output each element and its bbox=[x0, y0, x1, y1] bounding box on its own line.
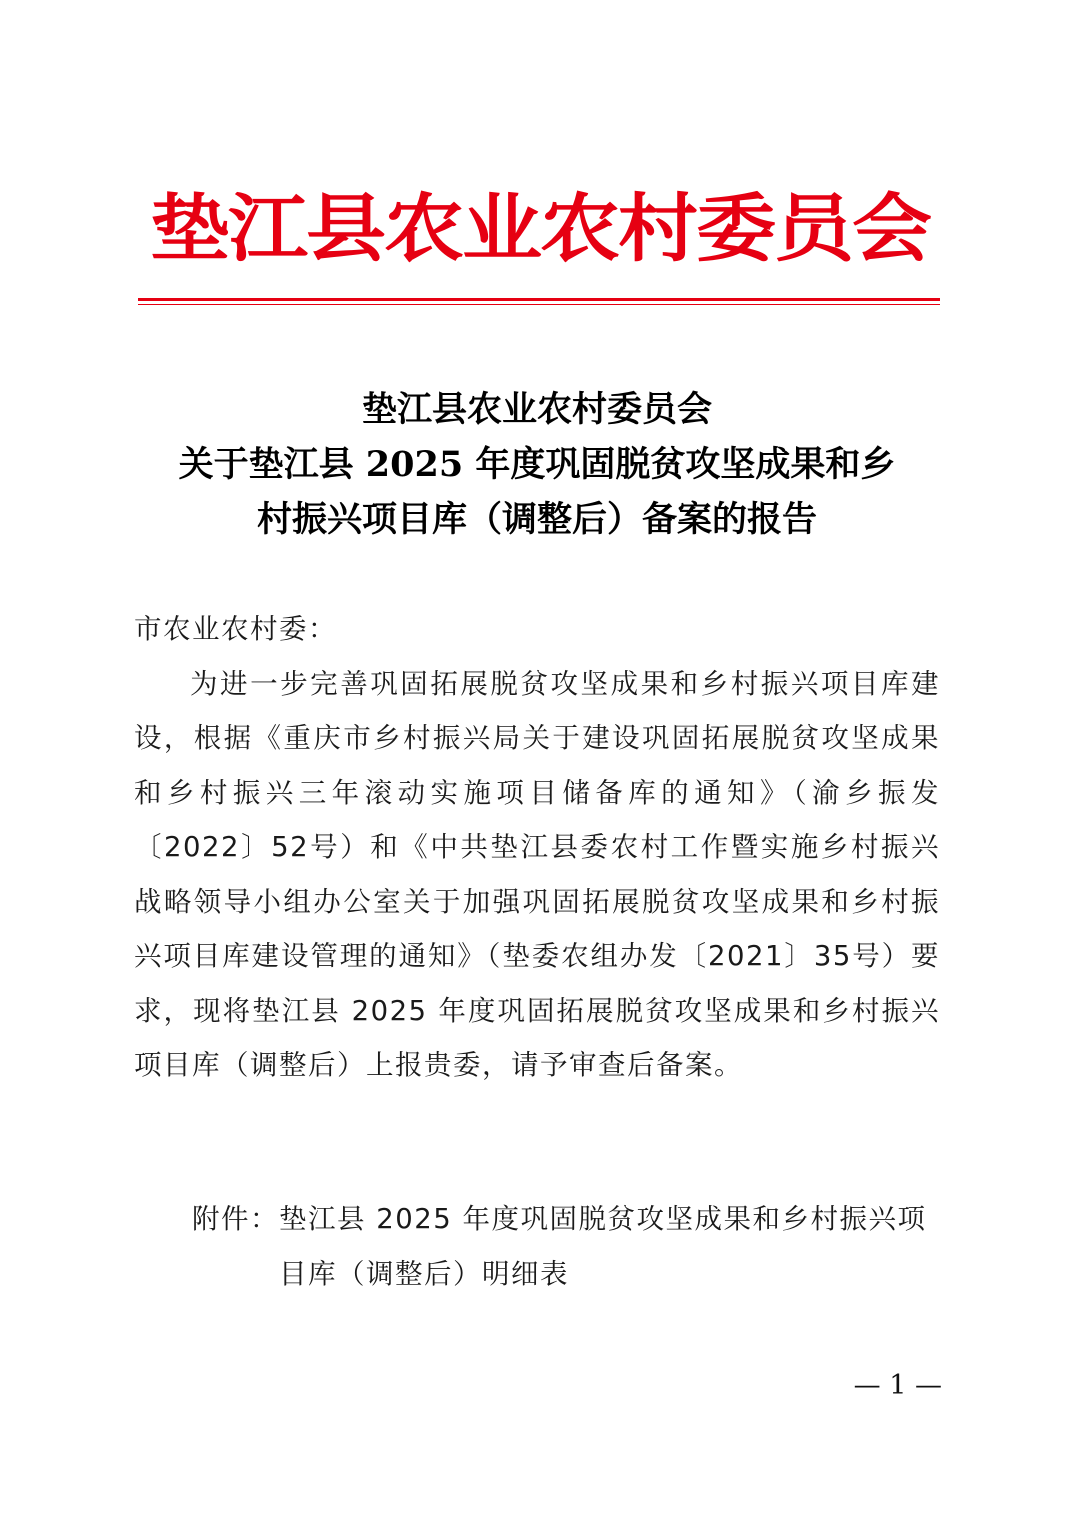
title-line-1: 垫江县农业农村委员会 bbox=[361, 389, 712, 430]
title-line-2: 关于垫江县 2025 年度巩固脱贫攻坚成果和乡 bbox=[178, 444, 896, 485]
title-line-3: 村振兴项目库（调整后）备案的报告 bbox=[256, 499, 817, 540]
attachment-label: 附件： bbox=[192, 1203, 279, 1235]
red-header-rule-thick bbox=[138, 298, 940, 301]
body-paragraph: 为进一步完善巩固拓展脱贫攻坚成果和乡村振兴项目库建设，根据《重庆市乡村振兴局关于建设巩固拓展脱贫攻坚成果和乡村振兴三年滚动实施项目储备库的通知》（渝乡振发〔2022〕52号）和《中共垫江县委农村工作暨实施乡村振兴战略领导小组办公室关于加强巩固拓展脱贫攻坚成果和乡村振兴项目库建设管理的通知》（垫委农组办发〔2021〕35号）要求，现将垫江县 2025 年度巩固拓展脱贫攻坚成果和乡村振兴项目库（调整后）上报贵委，请予审查后备案。 bbox=[134, 667, 940, 1081]
attachment-note bbox=[192, 1192, 942, 1301]
red-header-rule-thin bbox=[138, 304, 940, 305]
masthead-title: 垫江县农业农村委员会 bbox=[150, 184, 930, 272]
salutation: 市农业农村委： bbox=[134, 613, 337, 645]
attachment-text: 垫江县 2025 年度巩固脱贫攻坚成果和乡村振兴项目库（调整后）明细表 bbox=[279, 1203, 927, 1290]
document-body bbox=[134, 602, 940, 1093]
page-number: — 1 — bbox=[853, 1370, 942, 1401]
document-title bbox=[110, 382, 964, 547]
